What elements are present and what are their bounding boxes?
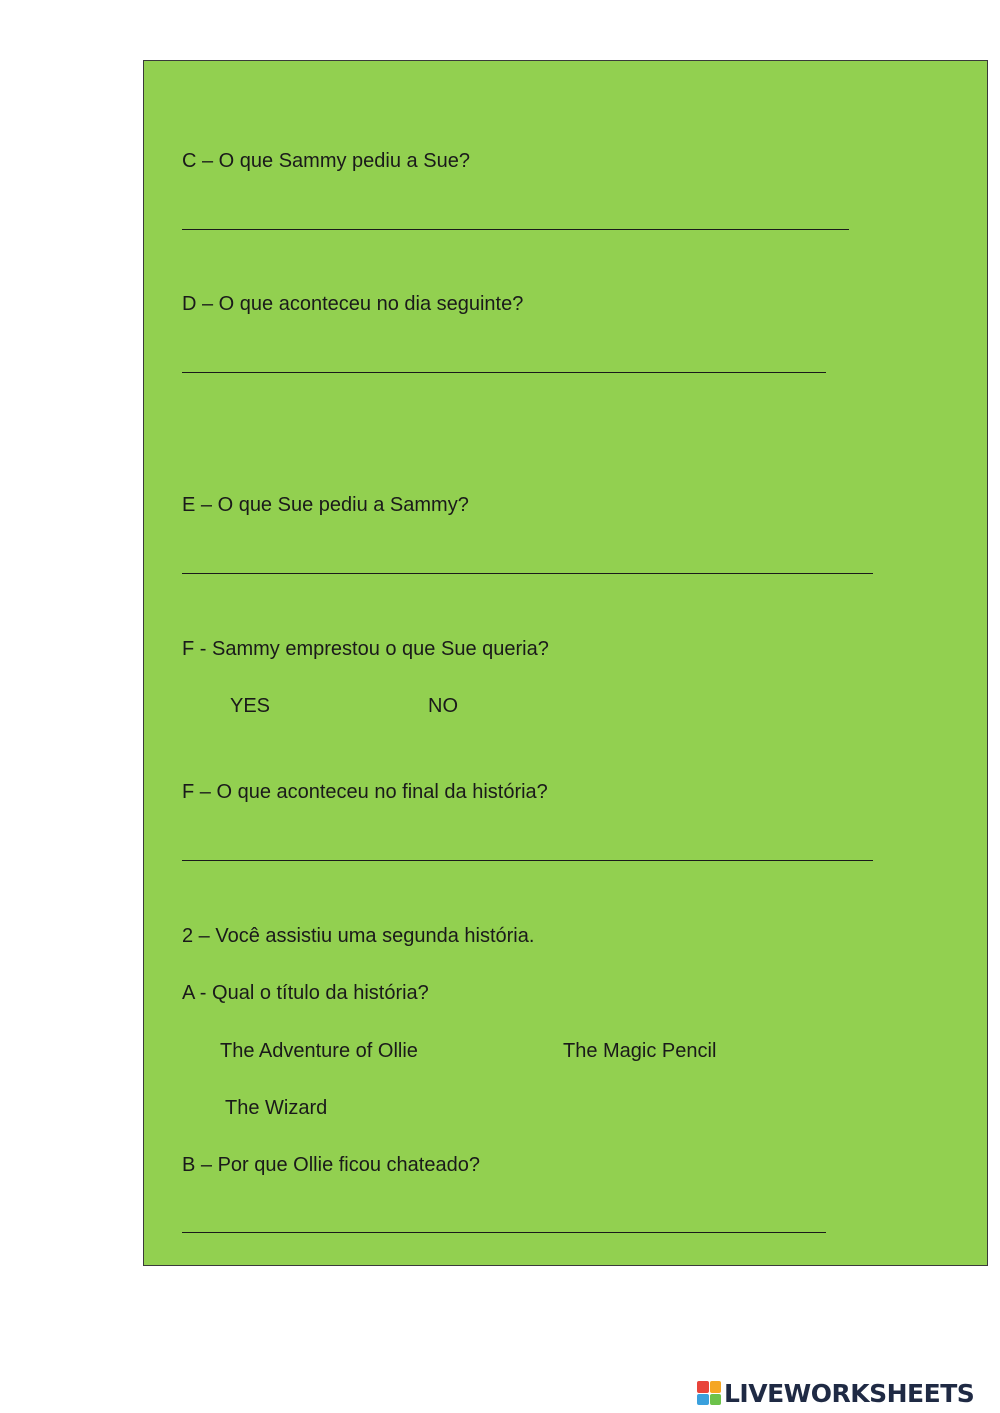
answer-line-2b[interactable] [182,1232,826,1233]
title-option-wizard[interactable]: The Wizard [225,1097,328,1119]
liveworksheets-brand: LIVEWORKSHEETS [724,1378,975,1408]
question-d: D – O que aconteceu no dia seguinte? [182,293,524,315]
answer-line-f[interactable] [182,860,873,861]
section-2-heading: 2 – Você assistiu uma segunda história. [182,925,535,947]
answer-line-d[interactable] [182,372,826,373]
answer-line-e[interactable] [182,573,873,574]
question-f-lend: F - Sammy emprestou o que Sue queria? [182,638,549,660]
question-2b: B – Por que Ollie ficou chateado? [182,1154,480,1176]
title-option-magic-pencil[interactable]: The Magic Pencil [563,1040,717,1062]
answer-line-c[interactable] [182,229,849,230]
question-f-ending: F – O que aconteceu no final da história? [182,781,548,803]
option-no[interactable]: NO [428,695,458,717]
title-option-adventure-of-ollie[interactable]: The Adventure of Ollie [220,1040,418,1062]
liveworksheets-logo [697,1378,974,1408]
question-c: C – O que Sammy pediu a Sue? [182,150,470,172]
liveworksheets-logo-icon [697,1381,721,1405]
worksheet-panel [143,60,988,1266]
question-2a: A - Qual o título da história? [182,982,429,1004]
question-e: E – O que Sue pediu a Sammy? [182,494,469,516]
option-yes[interactable]: YES [230,695,271,717]
